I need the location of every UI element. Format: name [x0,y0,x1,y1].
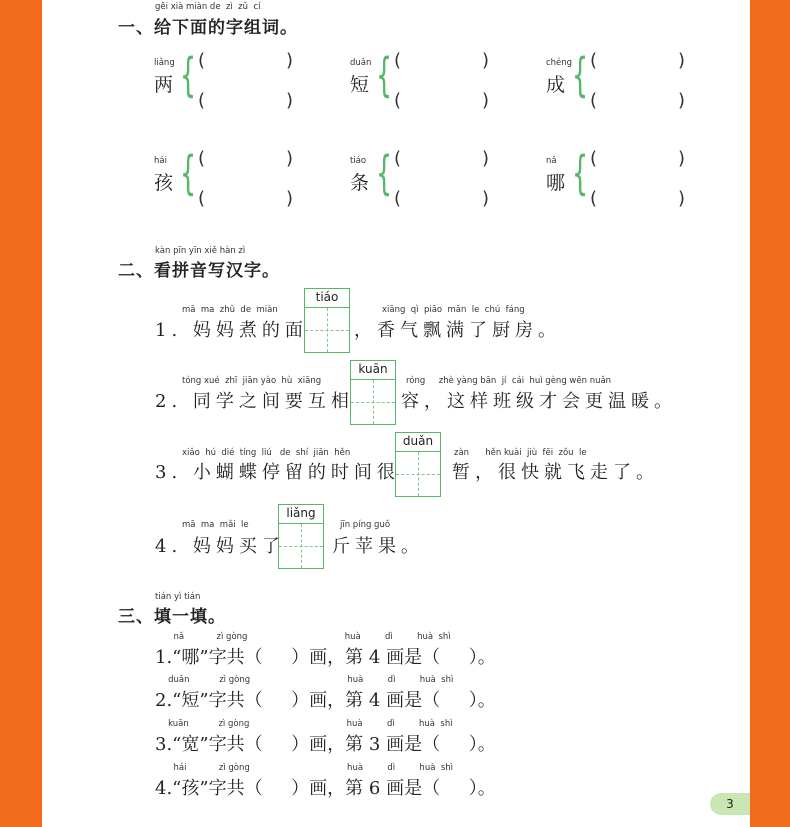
green-brace: { [376,48,393,102]
item-char: 哪 [546,172,566,194]
paren-open: ( [394,50,402,71]
paren-open: ( [590,188,598,209]
word-item-6 [544,148,704,218]
paren-close: ) [482,188,490,209]
paren-open: ( [198,188,206,209]
word-item-1 [152,50,312,120]
green-brace: { [180,146,197,200]
fill-row-pinyin: nǎ zì gòng huà dì huà shì [160,632,451,642]
green-brace: { [572,48,589,102]
sentence3-part-a: 3. 小蝴蝶停留的时间很 [155,462,400,483]
section3-pinyin: tián yì tián [155,592,201,602]
fill-row-3: 3.“宽”字共（ ）画，第 3 画是（ ）。 [155,734,496,755]
sentence2-pinyin-a: tóng xué zhī jiān yào hù xiāng [182,376,322,386]
sentence2-part-a: 2. 同学之间要互相 [155,391,354,412]
paren-close: ) [678,50,686,71]
section2-pinyin: kàn pīn yīn xiě hàn zì [155,246,246,256]
word-item-4 [152,148,312,218]
paren-close: ) [482,50,490,71]
green-brace: { [376,146,393,200]
sentence4-part-b: 斤苹果。 [332,536,424,557]
item-char: 孩 [154,172,174,194]
paren-close: ) [678,148,686,169]
page-number: 3 [710,793,750,815]
fill-row-4: 4.“孩”字共（ ）画，第 6 画是（ ）。 [155,778,496,799]
item-pinyin: chéng [546,58,573,68]
sentence1-pinyin-b: xiāng qì piāo mǎn le chú fáng [382,305,525,315]
fill-row-2: 2.“短”字共（ ）画，第 4 画是（ ）。 [155,690,496,711]
paren-open: ( [394,148,402,169]
pinyin-box: liǎng [278,504,324,524]
word-item-2 [348,50,508,120]
paren-open: ( [590,90,598,111]
sentence4-pinyin-a: mā ma mǎi le [182,520,249,530]
sentence1-part-a: 1. 妈妈煮的面 [155,320,308,341]
paren-close: ) [678,90,686,111]
paren-close: ) [678,188,686,209]
paren-open: ( [590,148,598,169]
paren-close: ) [286,148,294,169]
paren-open: ( [198,148,206,169]
item-pinyin: liǎng [154,58,175,68]
green-brace: { [572,146,589,200]
right-orange-border [750,0,790,827]
pinyin-box: duǎn [395,432,441,452]
section3-title: 三、填一填。 [118,607,226,627]
paren-close: ) [286,90,294,111]
item-pinyin: nǎ [546,156,557,166]
item-pinyin: duǎn [350,58,372,68]
sentence3-part-b: 暂，很快就飞走了。 [452,462,659,483]
paren-open: ( [394,90,402,111]
pinyin-box: kuān [350,360,396,380]
sentence4-pinyin-b: jīn píng guǒ [340,520,391,530]
word-item-3 [544,50,704,120]
worksheet-page [42,0,750,827]
fill-row-pinyin: kuān zì gòng huà dì huà shì [160,719,453,729]
paren-close: ) [286,50,294,71]
sentence2-pinyin-b: róng zhè yàng bān jí cái huì gèng wēn nuǎn [406,376,612,386]
fill-row-1: 1.“哪”字共（ ）画，第 4 画是（ ）。 [155,647,496,668]
green-brace: { [180,48,197,102]
item-pinyin: hái [154,156,167,166]
item-char: 短 [350,74,370,96]
item-char: 成 [546,74,566,96]
pinyin-box: tiáo [304,288,350,308]
sentence2-part-b: 容，这样班级才会更温暖。 [401,391,677,412]
paren-close: ) [482,148,490,169]
sentence1-part-b: ，香气飘满了厨房。 [354,320,561,341]
left-orange-border [0,0,42,827]
item-char: 两 [154,74,174,96]
tianzige-writing-box[interactable] [350,379,396,425]
word-item-5 [348,148,508,218]
paren-open: ( [198,50,206,71]
fill-row-pinyin: hái zì gòng huà dì huà shì [160,763,454,773]
section1-title: 一、给下面的字组词。 [118,18,298,38]
sentence3-pinyin-b: zàn hěn kuài jiù fēi zǒu le [454,448,587,458]
sentence4-part-a: 4. 妈妈买了 [155,536,285,557]
paren-close: ) [482,90,490,111]
section2-title: 二、看拼音写汉字。 [118,261,280,281]
section1-pinyin: gěi xià miàn de zì zǔ cí [155,2,261,12]
tianzige-writing-box[interactable] [278,523,324,569]
tianzige-writing-box[interactable] [395,451,441,497]
item-char: 条 [350,172,370,194]
sentence3-pinyin-a: xiǎo hú dié tíng liú de shí jiān hěn [182,448,351,458]
paren-open: ( [394,188,402,209]
paren-close: ) [286,188,294,209]
tianzige-writing-box[interactable] [304,307,350,353]
sentence1-pinyin-a: mā ma zhǔ de miàn [182,305,278,315]
fill-row-pinyin: duǎn zì gòng huà dì huà shì [160,675,454,685]
item-pinyin: tiáo [350,156,367,166]
paren-open: ( [590,50,598,71]
paren-open: ( [198,90,206,111]
